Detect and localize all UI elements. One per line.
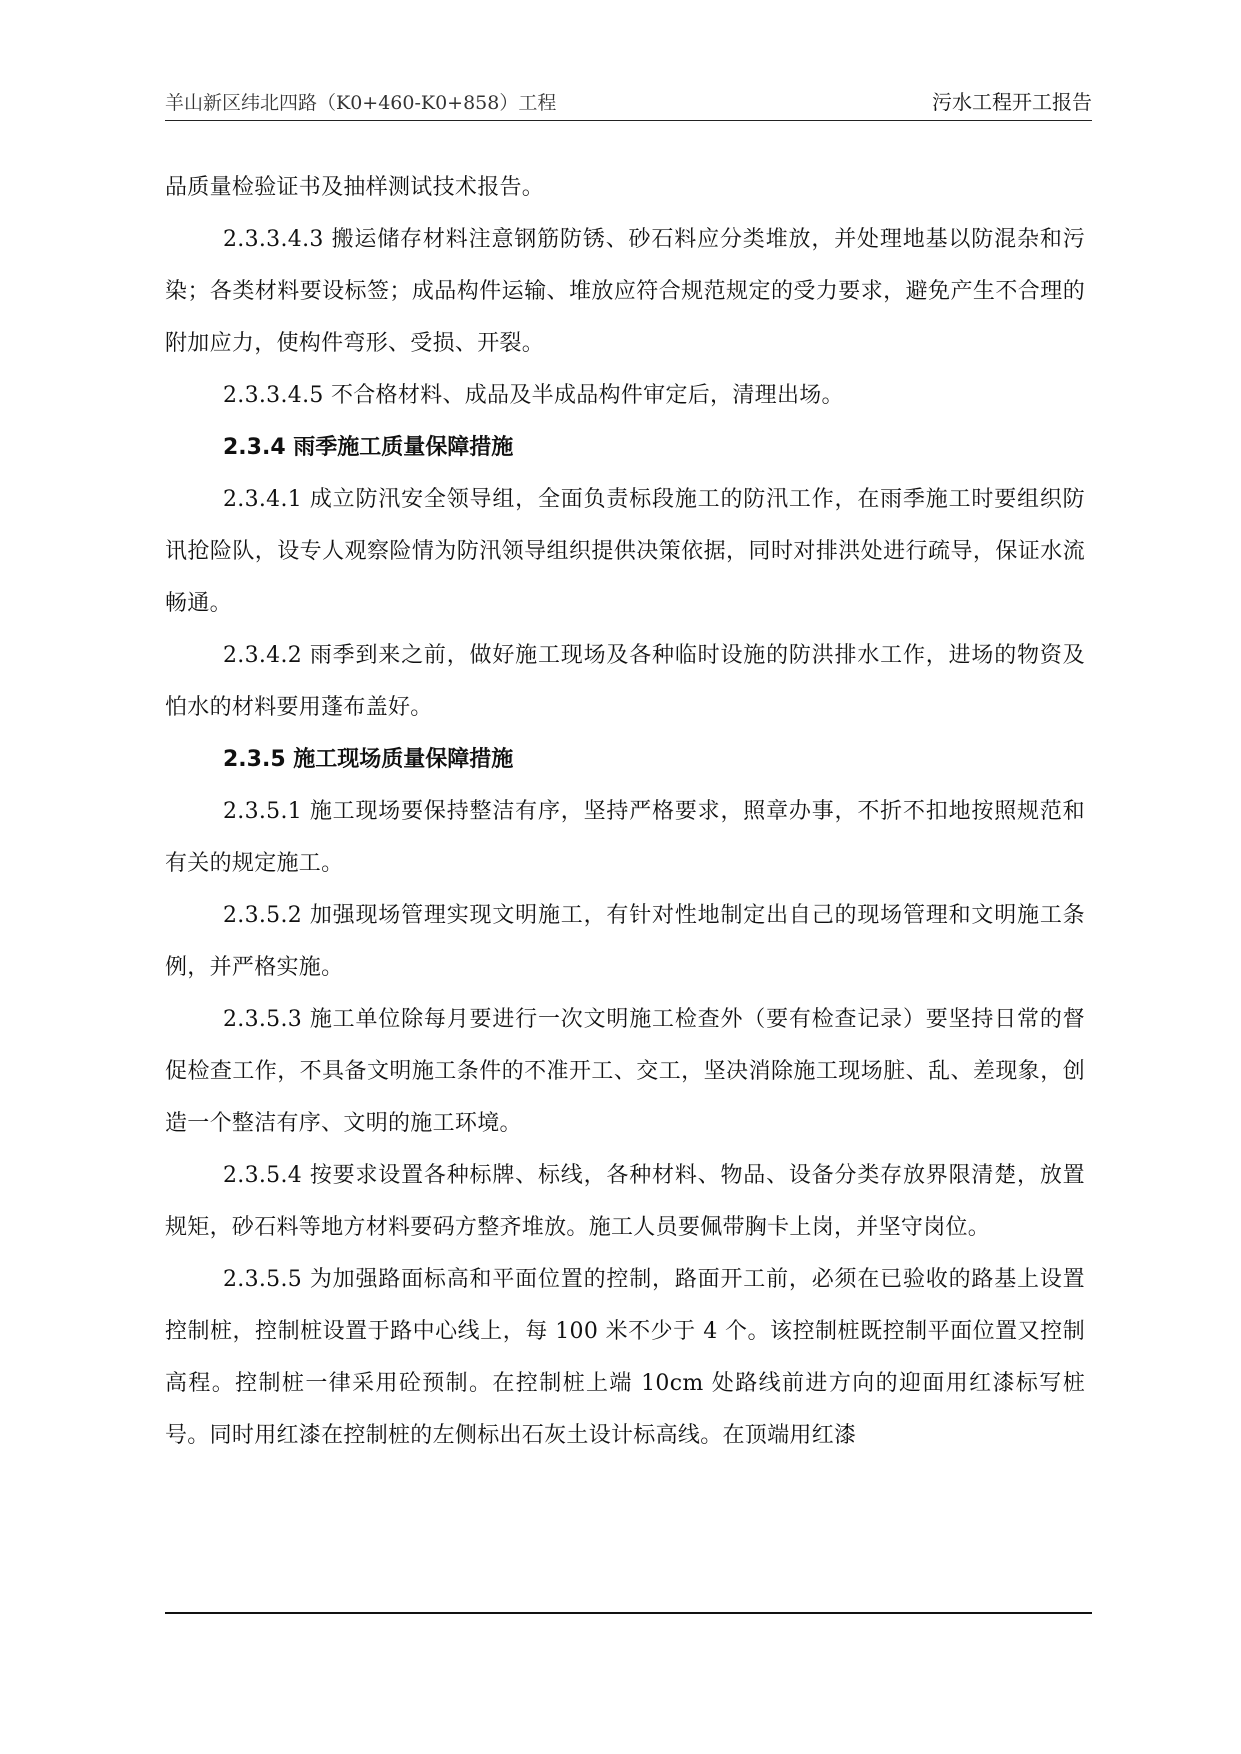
paragraph-continued: 品质量检验证书及抽样测试技术报告。 [165,175,545,200]
footer-rule [165,1612,1092,1614]
paragraph-2-3-3-4-5: 2.3.3.4.5 不合格材料、成品及半成品构件审定后，清理出场。 [223,383,844,408]
paragraph-2-3-3-4-3: 2.3.3.4.3 搬运储存材料注意钢筋防锈、砂石料应分类堆放，并处理地基以防混杂和污染；各类材料要设标签；成品构件运输、堆放应符合规范规定的受力要求，避免产生不合理的附加应力，使构件弯形、受损、开裂。 [165,227,1085,356]
paragraph-2-3-4-2: 2.3.4.2 雨季到来之前，做好施工现场及各种临时设施的防洪排水工作，进场的物资及怕水的材料要用蓬布盖好。 [165,643,1085,720]
document-body [165,162,1085,1462]
paragraph-2-3-5-4: 2.3.5.4 按要求设置各种标牌、标线，各种材料、物品、设备分类存放界限清楚，放置规矩，砂石料等地方材料要码方整齐堆放。施工人员要佩带胸卡上岗，并坚守岗位。 [165,1163,1085,1240]
paragraph-2-3-5-3: 2.3.5.3 施工单位除每月要进行一次文明施工检查外（要有检查记录）要坚持日常的督促检查工作，不具备文明施工条件的不准开工、交工，坚决消除施工现场脏、乱、差现象，创造一个整洁有序、文明的施工环境。 [165,1007,1085,1136]
paragraph-2-3-5-5: 2.3.5.5 为加强路面标高和平面位置的控制，路面开工前，必须在已验收的路基上设置控制桩，控制桩设置于路中心线上，每 100 米不少于 4 个。该控制桩既控制平面位置又控制高程。控制桩一律采用砼预制。在控制桩上端 10cm 处路线前进方向的迎面用红漆标写桩号。同时用红漆在控制桩的左侧标出石灰土设计标高线。在顶端用红漆 [165,1267,1085,1448]
paragraph-2-3-5-2: 2.3.5.2 加强现场管理实现文明施工，有针对性地制定出自己的现场管理和文明施工条例，并严格实施。 [165,903,1085,980]
page-header [165,86,1092,121]
paragraph-2-3-4-1: 2.3.4.1 成立防汛安全领导组，全面负责标段施工的防汛工作，在雨季施工时要组织防讯抢险队，设专人观察险情为防汛领导组织提供决策依据，同时对排洪处进行疏导，保证水流畅通。 [165,487,1085,616]
header-project-title: 羊山新区纬北四路（K0+460-K0+858）工程 [165,92,557,114]
section-heading-2-3-4: 2.3.4 雨季施工质量保障措施 [223,435,514,460]
section-heading-2-3-5: 2.3.5 施工现场质量保障措施 [223,747,514,772]
paragraph-2-3-5-1: 2.3.5.1 施工现场要保持整洁有序，坚持严格要求，照章办事，不折不扣地按照规范和有关的规定施工。 [165,799,1085,876]
header-report-title: 污水工程开工报告 [932,90,1092,114]
